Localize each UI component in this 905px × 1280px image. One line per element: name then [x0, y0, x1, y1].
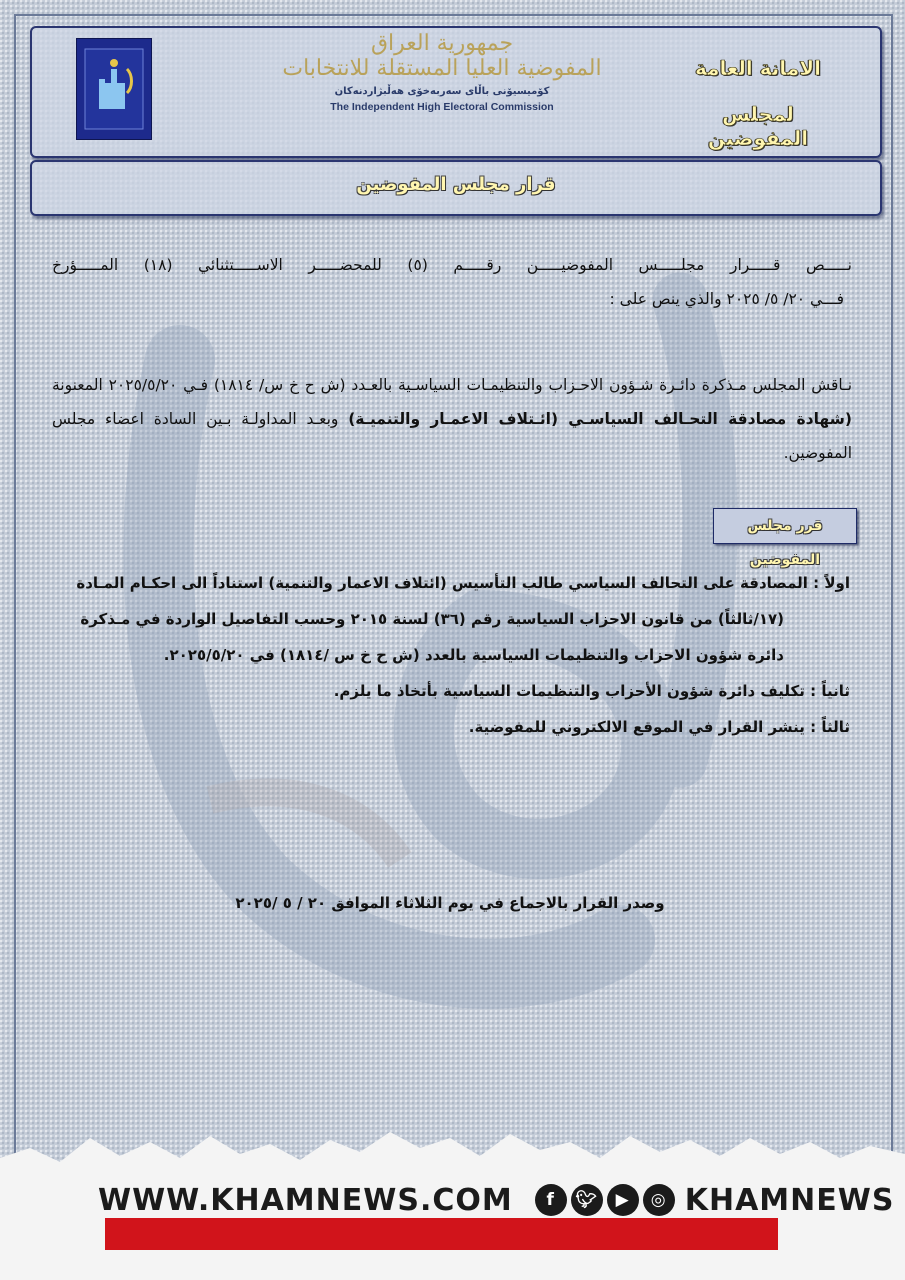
- website-link[interactable]: WWW.KHAMNEWS.COM: [98, 1182, 513, 1218]
- discussion-paragraph: [52, 368, 852, 470]
- discussion-text-end: وبعـد المداولـة بـين السادة اعضاء مجلس المفوضين.: [52, 410, 852, 462]
- decision-items: [50, 565, 850, 745]
- general-secretariat-label: الامانة العامة: [695, 56, 821, 80]
- intro-paragraph: [52, 248, 852, 316]
- footer-branding: [98, 1180, 895, 1220]
- youtube-icon[interactable]: ▶: [607, 1184, 639, 1216]
- emblem-commission-english: The Independent High Electoral Commission: [330, 101, 554, 113]
- footer-red-bar: [105, 1218, 778, 1250]
- closing-statement: وصدر القرار بالاجماع في يوم الثلاثاء الموافق ٢٠ / ٥ /٢٠٢٥: [235, 894, 665, 912]
- social-icons: [535, 1184, 675, 1216]
- commission-emblem-text: [282, 32, 602, 152]
- item-third: ثالثاً : ينشر القرار في الموقع الالكتروني للمفوضية.: [468, 718, 850, 736]
- council-label: لمجلس المفوضين: [707, 102, 809, 150]
- ballot-hand-icon: [77, 39, 151, 139]
- intro-line-1: نـــــص قـــــرار مجلـــــس المفوضيـــــن رقـــــم (٥) للمحضـــــر الاســـــتثنائي (١٨) المـــــؤرخ: [52, 256, 852, 274]
- facebook-icon[interactable]: f: [535, 1184, 567, 1216]
- item-first-line-1: اولاً : المصادقة على التحالف السياسي طالب التأسيس (ائتلاف الاعمار والتنمية) استناداً الى احكـام المـادة: [76, 574, 850, 592]
- emblem-commission-kurdish: كۆمیسیۆنی باڵای سەربەخۆی هەڵبژاردنەکان: [334, 86, 550, 97]
- document-title-bar: [30, 160, 882, 216]
- letterhead: [30, 26, 882, 158]
- discussion-text-start: نـاقش المجلس مـذكرة دائـرة شـؤون الاحـزاب والتنظيمـات السياسـية بالعـدد (ش ح خ س/ ١٨١٤) فـي ٢٠٢٥/٥/٢٠ المعنونة: [52, 376, 853, 394]
- document-title: قرار مجلس المفوضين: [356, 174, 556, 195]
- instagram-icon[interactable]: ◎: [643, 1184, 675, 1216]
- emblem-country: جمهورية العراق: [370, 31, 514, 56]
- item-second: ثانياً : تكليف دائرة شؤون الأحزاب والتنظيمات السياسية بأتخاذ ما يلزم.: [333, 682, 850, 700]
- brand-name: KHAMNEWS: [684, 1182, 895, 1218]
- emblem-commission-arabic: المفوضية العليا المستقلة للانتخابات: [282, 56, 602, 81]
- intro-line-2: فـــي ٢٠/ ٥/ ٢٠٢٥ والذي ينص على :: [609, 290, 844, 308]
- item-first-line-2: (١٧/ثالثاً) من قانون الاحزاب السياسية رقم (٣٦) لسنة ٢٠١٥ وحسب التفاصيل الواردة في مـذكرة: [80, 610, 784, 628]
- decision-label: قرر مجلس المفوضين: [713, 508, 857, 544]
- commission-logo: [76, 38, 152, 140]
- discussion-subject: (شهادة مصادقة التحـالف السياسـي (ائـتلاف الاعمـار والتنميـة): [348, 410, 852, 428]
- item-first-line-3: دائرة شؤون الاحزاب والتنظيمات السياسية بالعدد (ش ح خ س /١٨١٤) في ٢٠٢٥/٥/٢٠.: [163, 646, 784, 664]
- twitter-icon[interactable]: 🐦︎: [571, 1184, 603, 1216]
